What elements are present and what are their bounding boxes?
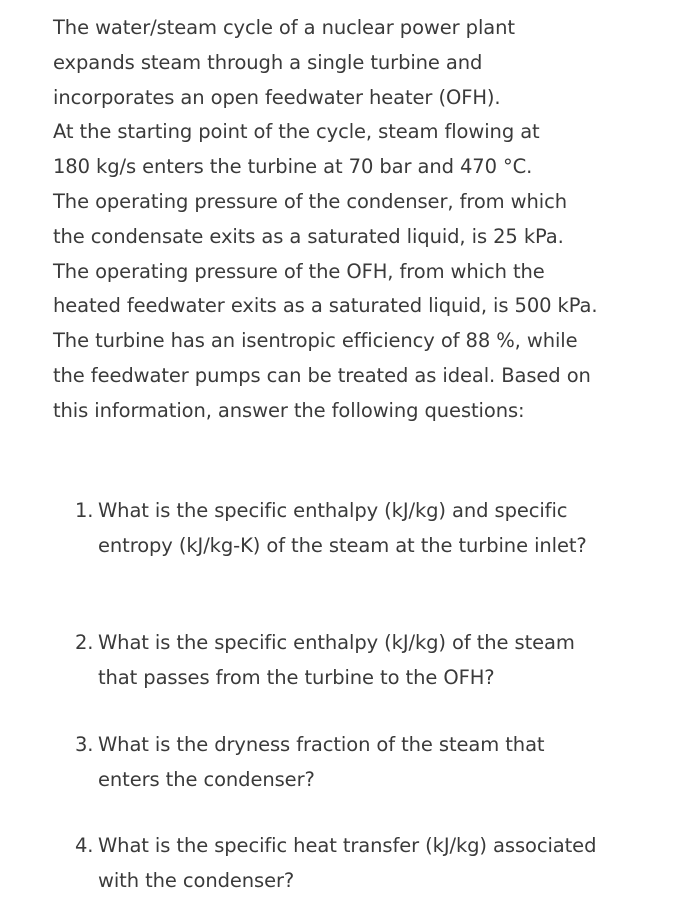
question-text: What is the specific heat transfer (kJ/kg) associated: [98, 834, 597, 857]
question-text: What is the dryness fraction of the steam that: [98, 733, 545, 756]
question-text: What is the specific enthalpy (kJ/kg) and specific: [98, 499, 568, 522]
question-number: 2.: [75, 631, 94, 654]
statement-line: the feedwater pumps can be treated as ideal. Based on: [53, 363, 591, 387]
question-number: 3.: [75, 733, 94, 756]
statement-line: expands steam through a single turbine and: [53, 50, 483, 74]
statement-line: the condensate exits as a saturated liquid, is 25 kPa.: [53, 224, 564, 248]
statement-line: The operating pressure of the OFH, from which the: [53, 259, 545, 283]
question-line: entropy (kJ/kg-K) of the steam at the turbine inlet?: [98, 533, 587, 557]
question-text: What is the specific enthalpy (kJ/kg) of the steam: [98, 631, 575, 654]
question-number: 4.: [75, 834, 94, 857]
question-line: [75, 626, 675, 661]
question-line: [75, 728, 675, 763]
question-item: [75, 494, 675, 564]
question-line: with the condenser?: [98, 868, 295, 892]
question-item: [75, 829, 675, 899]
statement-line: The turbine has an isentropic efficiency of 88 %, while: [53, 329, 578, 353]
question-line: enters the condenser?: [98, 767, 315, 791]
problem-statement: [53, 11, 673, 429]
statement-line: this information, answer the following questions:: [53, 398, 525, 422]
statement-line: 180 kg/s enters the turbine at 70 bar and 470 °C.: [53, 155, 533, 179]
statement-line: heated feedwater exits as a saturated liquid, is 500 kPa.: [53, 294, 598, 318]
question-line: [75, 829, 675, 864]
question-number: 1.: [75, 499, 94, 522]
question-line: [75, 494, 675, 529]
statement-line: incorporates an open feedwater heater (OFH).: [53, 85, 501, 109]
question-item: [75, 728, 675, 798]
statement-line: At the starting point of the cycle, steam flowing at: [53, 120, 540, 144]
question-line: that passes from the turbine to the OFH?: [98, 665, 495, 689]
statement-line: The operating pressure of the condenser, from which: [53, 189, 567, 213]
statement-line: The water/steam cycle of a nuclear power plant: [53, 16, 515, 39]
question-item: [75, 626, 675, 696]
